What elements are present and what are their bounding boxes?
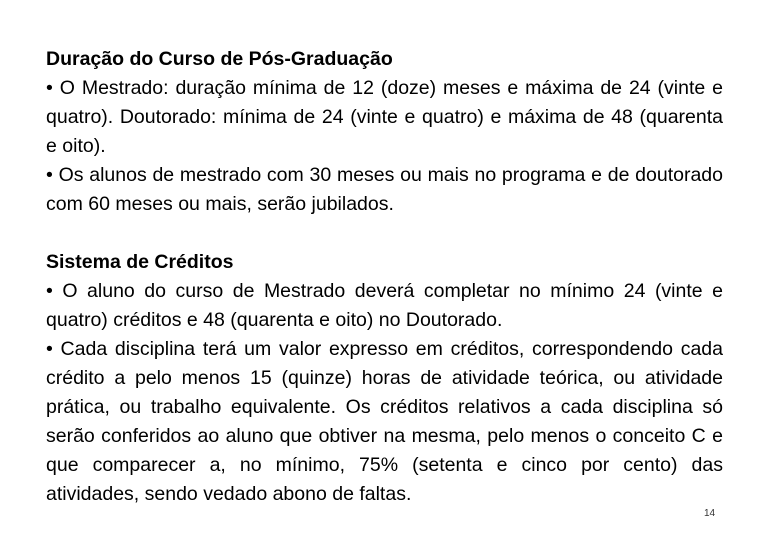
section-credit-system <box>46 248 723 509</box>
section-heading: Duração do Curso de Pós-Graduação <box>46 48 393 70</box>
bullet-paragraph: • O Mestrado: duração mínima de 12 (doze) meses e máxima de 24 (vinte e quatro). Doutorado: mínima de 24 (vinte e quatro) e máxima de 48 (quarenta e oito). <box>46 77 723 157</box>
bullet-paragraph: • Os alunos de mestrado com 30 meses ou mais no programa e de doutorado com 60 meses ou mais, serão jubilados. <box>46 164 723 215</box>
bullet-paragraph: • Cada disciplina terá um valor expresso em créditos, correspondendo cada crédito a pelo menos 15 (quinze) horas de atividade teórica, ou atividade prática, ou trabalho equivalente. Os créditos relativos a cada disciplina só serão conferidos ao aluno que obtiver na mesma, pelo menos o conceito C e que comparecer a, no mínimo, 75% (setenta e cinco por cento) das atividades, sendo vedado abono de faltas. <box>46 338 723 505</box>
bullet-paragraph: • O aluno do curso de Mestrado deverá completar no mínimo 24 (vinte e quatro) créditos e 48 (quarenta e oito) no Doutorado. <box>46 280 723 331</box>
slide-content <box>46 45 723 509</box>
section-course-duration <box>46 45 723 219</box>
page-number: 14 <box>704 508 716 519</box>
section-heading: Sistema de Créditos <box>46 251 234 273</box>
